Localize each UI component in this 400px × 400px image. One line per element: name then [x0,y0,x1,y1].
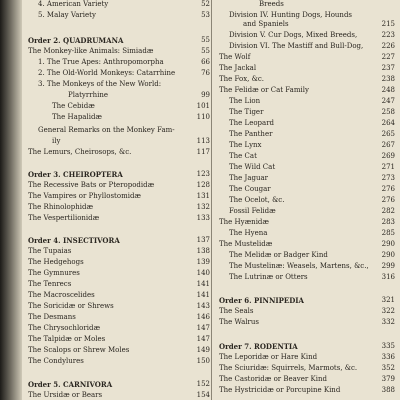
entry-title: The Soricidæ or Shrews [28,302,114,310]
entry-title: 5. Malay Variety [38,11,96,19]
entry-page-number: 128 [196,181,210,189]
entry-page-number: 237 [381,64,395,72]
entry-page-number: 143 [196,302,210,310]
entry-page-number: 352 [381,364,395,372]
entry-title: Order 6. PINNIPEDIA [219,296,304,305]
entry-page-number: 238 [381,75,395,83]
entry-page-number: 271 [381,163,395,171]
entry-title: The Leporidæ or Hare Kind [219,353,318,361]
entry-page-number: 226 [381,42,395,50]
entry-page-number: 133 [196,214,210,222]
entry-page-number: 265 [381,130,395,138]
entry-title: General Remarks on the Monkey Fam- [38,126,175,134]
entry-title: The Mustelidæ [219,240,273,248]
entry-title: The Hedgehogs [28,258,84,266]
entry-title: The Cebidæ [52,102,95,110]
entry-title: The Hyænidæ [219,218,269,226]
entry-title: The Hapalidæ [52,113,103,121]
entry-title: The Wolf [219,53,251,61]
entry-page-number: 123 [196,170,210,178]
entry-page-number: 247 [381,97,395,105]
entry-page-number: 137 [196,236,210,244]
entry-title: The Tiger [229,108,264,116]
entry-page-number: 147 [196,335,210,343]
entry-title: The Macroscelides [28,291,95,299]
entry-title: The Lion [229,97,261,105]
entry-page-number: 388 [381,386,395,394]
entry-title: The Tenrecs [28,280,72,288]
entry-page-number: 276 [381,196,395,204]
entry-title: The Desmans [28,313,76,321]
entry-title: The Melidæ or Badger Kind [229,251,328,259]
entry-page-number: 147 [196,324,210,332]
entry-title: The Scalops or Shrew Moles [28,346,130,354]
entry-page-number: 113 [196,137,210,145]
entry-title: The Vespertilionidæ [28,214,100,222]
entry-page-number: 273 [381,174,395,182]
entry-page-number: 149 [196,346,210,354]
entry-title: Division VI. The Mastiff and Bull-Dog, [229,42,364,50]
entry-page-number: 55 [201,47,210,55]
entry-page-number: 141 [196,280,210,288]
entry-title: Order 2. QUADRUMANA [28,36,124,45]
entry-title: The Seals [219,307,254,315]
entry-page-number: 66 [201,58,210,66]
entry-page-number: 285 [381,229,395,237]
entry-page-number: 299 [381,262,395,270]
entry-page-number: 141 [196,291,210,299]
entry-title: The Lutrinæ or Otters [229,273,308,281]
entry-page-number: 138 [196,247,210,255]
entry-title: The Cat [229,152,257,160]
entry-page-number: 110 [196,113,210,121]
entry-title: Fossil Felidæ [229,207,276,215]
entry-title: The Condylures [28,357,84,365]
entry-page-number: 248 [381,86,395,94]
entry-title: The Walrus [219,318,259,326]
entry-title: The Chrysochloridæ [28,324,101,332]
entry-title: The Jaguar [229,174,269,182]
entry-page-number: 282 [381,207,395,215]
entry-title: The Panther [229,130,273,138]
entry-title: 3. The Monkeys of the New World: [38,80,162,88]
entry-title: The Lemurs, Cheirosops, &c. [28,148,132,156]
entry-page-number: 146 [196,313,210,321]
entry-title: 1. The True Apes: Anthropomorpha [38,58,164,66]
entry-title: Division V. Cur Dogs, Mixed Breeds, [229,31,358,39]
entry-page-number: 152 [196,380,210,388]
column-divider [211,0,212,400]
entry-title: The Hystricidæ or Porcupine Kind [219,386,341,394]
entry-page-number: 332 [381,318,395,326]
entry-page-number: 101 [196,102,210,110]
entry-page-number: 290 [381,240,395,248]
entry-page-number: 117 [196,148,210,156]
entry-page-number: 139 [196,258,210,266]
entry-title: Order 3. CHEIROPTERA [28,170,123,179]
entry-title: Order 4. INSECTIVORA [28,236,120,245]
entry-page-number: 276 [381,185,395,193]
entry-title: The Hyena [229,229,268,237]
entry-page-number: 264 [381,119,395,127]
entry-page-number: 131 [196,192,210,200]
entry-title: Order 7. RODENTIA [219,342,298,351]
entry-title: and Spaniels [243,20,289,28]
entry-page-number: 269 [381,152,395,160]
entry-page-number: 267 [381,141,395,149]
entry-title: The Fox, &c. [219,75,265,83]
book-gutter [0,0,22,400]
entry-page-number: 283 [381,218,395,226]
entry-page-number: 223 [381,31,395,39]
entry-title: The Cougar [229,185,271,193]
entry-page-number: 132 [196,203,210,211]
entry-title: 4. American Variety [38,0,109,8]
entry-page-number: 52 [201,0,210,8]
right-toc-column [213,0,395,400]
entry-title: The Rhinolophidæ [28,203,94,211]
entry-title: The Gymnures [28,269,80,277]
entry-page-number: 335 [381,342,395,350]
entry-page-number: 316 [381,273,395,281]
entry-page-number: 379 [381,375,395,383]
entry-title: Order 5. CARNIVORA [28,380,113,389]
entry-title: The Felidæ or Cat Family [219,86,309,94]
entry-page-number: 336 [381,353,395,361]
entry-title: The Ocelot, &c. [229,196,285,204]
entry-page-number: 321 [381,296,395,304]
entry-title: The Leopard [229,119,275,127]
entry-title: The Recessive Bats or Pteropodidæ [28,181,155,189]
left-toc-column [22,0,210,400]
entry-page-number: 140 [196,269,210,277]
entry-title: The Vampires or Phyllostomidæ [28,192,142,200]
entry-page-number: 154 [196,391,210,399]
entry-title: The Lynx [229,141,262,149]
entry-title: Breeds [259,0,284,8]
entry-title: The Sciuridæ: Squirrels, Marmots, &c. [219,364,358,372]
entry-page-number: 322 [381,307,395,315]
entry-page-number: 55 [201,36,210,44]
entry-title: Platyrrhine [68,91,108,99]
entry-title: The Castoridæ or Beaver Kind [219,375,327,383]
entry-page-number: 150 [196,357,210,365]
entry-title: 2. The Old-World Monkeys: Catarrhine [38,69,176,77]
entry-title: The Jackal [219,64,257,72]
entry-title: ily [52,137,61,145]
entry-page-number: 76 [201,69,210,77]
entry-title: The Monkey-like Animals: Simiadæ [28,47,154,55]
entry-title: The Ursidæ or Bears [28,391,103,399]
entry-title: The Wild Cat [229,163,276,171]
entry-page-number: 258 [381,108,395,116]
entry-page-number: 215 [381,20,395,28]
entry-title: The Tupaias [28,247,72,255]
entry-title: The Talpidæ or Moles [28,335,106,343]
entry-title: Division IV. Hunting Dogs, Hounds [229,11,353,19]
entry-page-number: 290 [381,251,395,259]
entry-page-number: 53 [201,11,210,19]
entry-title: The Mustelinæ: Weasels, Martens, &c., [229,262,369,270]
entry-page-number: 227 [381,53,395,61]
entry-page-number: 99 [201,91,210,99]
